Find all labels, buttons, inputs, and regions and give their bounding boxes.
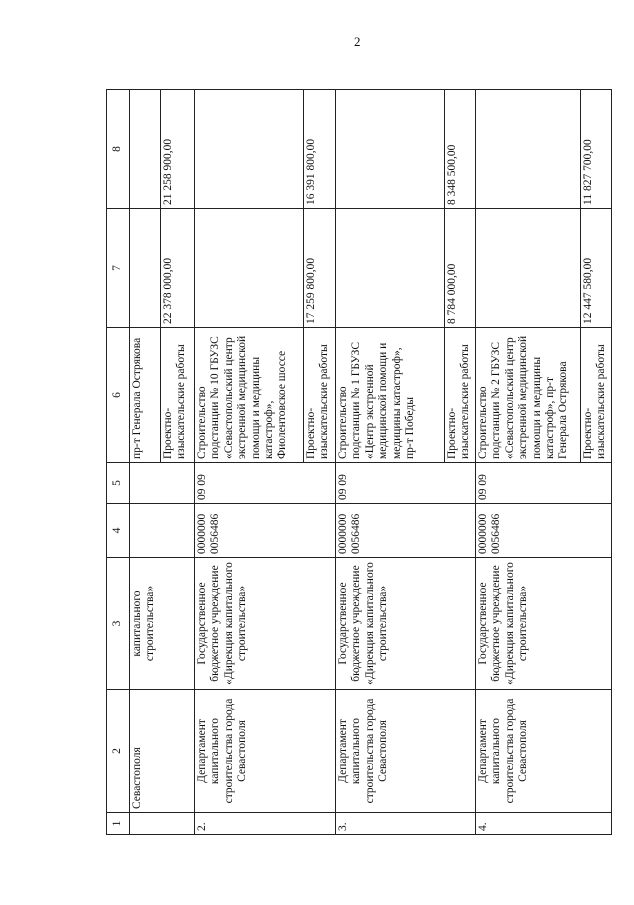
object-cell: Строительство подстанции № 1 ГБУЗС «Центр экстренной медицинской помощи и медицины катастроф», пр-т Победы (336, 328, 445, 463)
code-cell: 0000000 0056486 (336, 504, 476, 558)
institution-cell: Государственное бюджетное учреждение «Дирекция капитального строительства» (336, 558, 476, 690)
customer-cell: Департамент капитального строительства города Севастополя (195, 690, 336, 813)
col8-value: 8 348 500,00 (445, 90, 476, 209)
col8-value: 21 258 900,00 (161, 90, 195, 209)
header-col-7: 7 (107, 209, 130, 328)
col8-cell (336, 90, 445, 209)
rotated-table-area (106, 90, 608, 835)
header-col-6: 6 (107, 328, 130, 463)
code-cell (130, 504, 195, 558)
row-number: 3. (336, 813, 476, 835)
col7-value: 12 447 580,00 (581, 209, 612, 328)
customer-cell: Департамент капитального строительства города Севастополя (336, 690, 476, 813)
object-financing-table (106, 89, 612, 835)
section-cell (130, 463, 195, 504)
col8-cell (130, 90, 161, 209)
object-cell: пр-т Генерала Острякова (130, 328, 161, 463)
header-row (107, 90, 130, 835)
stage-cell: Проектно-изыскательские работы (161, 328, 195, 463)
stage-cell: Проектно-изыскательские работы (304, 328, 336, 463)
object-cell: Строительство подстанции № 2 ГБУЗС «Севастопольский центр экстренной медицинской помощи и медицины катастроф», пр-т Генерала Острякова (476, 328, 581, 463)
institution-cell: Государственное бюджетное учреждение «Дирекция капитального строительства» (195, 558, 336, 690)
col8-value: 16 391 800,00 (304, 90, 336, 209)
col7-value: 8 784 000,00 (445, 209, 476, 328)
col8-value: 11 827 700,00 (581, 90, 612, 209)
page-number: 2 (354, 34, 361, 49)
table-row (195, 90, 304, 835)
customer-cell: Севастополя (130, 690, 195, 813)
code-cell: 0000000 0056486 (195, 504, 336, 558)
header-col-8: 8 (107, 90, 130, 209)
row-number: 4. (476, 813, 612, 835)
code-cell: 0000000 0056486 (476, 504, 612, 558)
section-cell: 09 09 (195, 463, 336, 504)
table-row (476, 90, 581, 835)
col7-cell (195, 209, 304, 328)
object-cell: Строительство подстанции № 10 ГБУЗС «Севастопольский центр экстренной медицинской помощи и медицины катастроф», Фиолентовское шоссе (195, 328, 304, 463)
col7-cell (130, 209, 161, 328)
customer-cell: Департамент капитального строительства города Севастополя (476, 690, 612, 813)
table-cell (130, 813, 195, 835)
header-col-3: 3 (107, 558, 130, 690)
col8-cell (195, 90, 304, 209)
header-col-5: 5 (107, 463, 130, 504)
col7-value: 22 378 000,00 (161, 209, 195, 328)
col8-cell (476, 90, 581, 209)
institution-cell: капитального строительства» (130, 558, 195, 690)
rotated-table-wrapper (106, 90, 608, 835)
row-number: 2. (195, 813, 336, 835)
col7-cell (336, 209, 445, 328)
table-row (336, 90, 445, 835)
section-cell: 09 09 (476, 463, 612, 504)
col7-value: 17 259 800,00 (304, 209, 336, 328)
header-col-1: 1 (107, 813, 130, 835)
stage-cell: Проектно-изыскательские работы (445, 328, 476, 463)
header-col-2: 2 (107, 690, 130, 813)
institution-cell: Государственное бюджетное учреждение «Дирекция капитального строительства» (476, 558, 612, 690)
col7-cell (476, 209, 581, 328)
header-col-4: 4 (107, 504, 130, 558)
stage-cell: Проектно-изыскательские работы (581, 328, 612, 463)
continuation-row (130, 90, 161, 835)
section-cell: 09 09 (336, 463, 476, 504)
